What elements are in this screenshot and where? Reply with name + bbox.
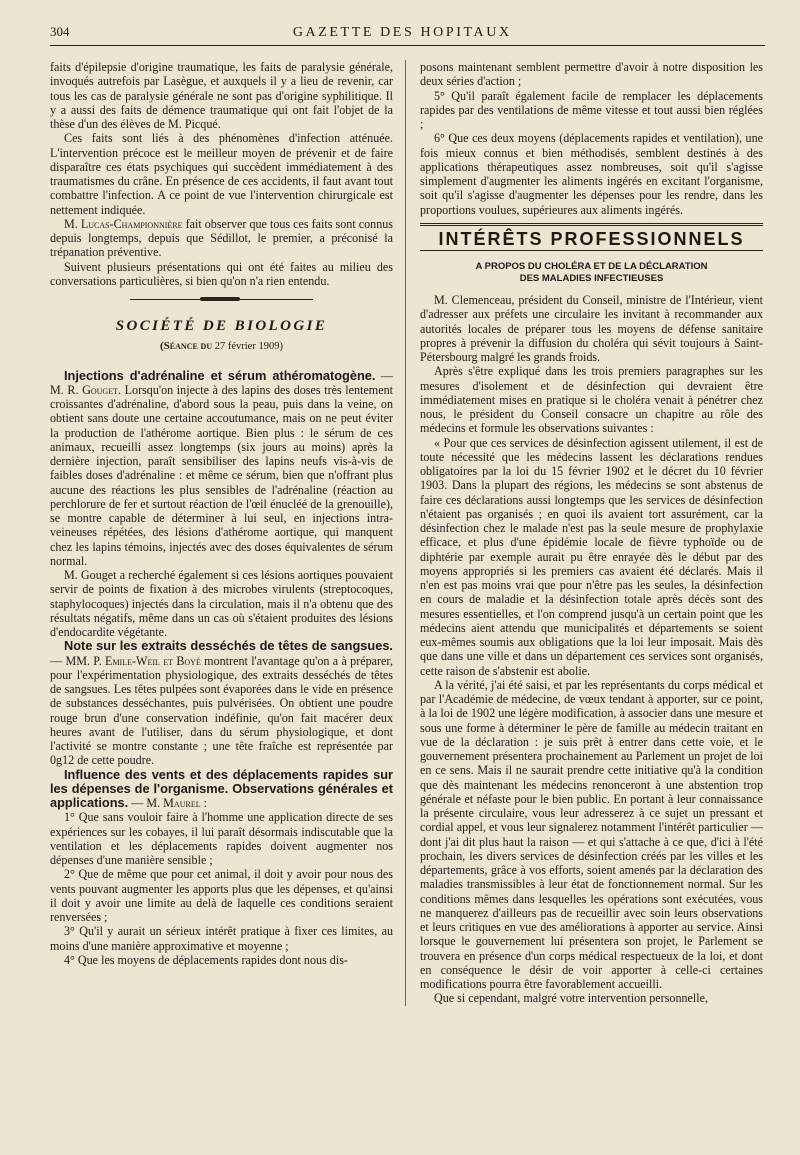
paragraph: Ces faits sont liés à des phénomènes d'infection atténuée. L'intervention précoce est le meilleur moyen de prévenir et de faire disparaître ces états psychiques qui succèdent immédiatement à des traumatismes du crâne. En présence de ces accidents, il faut avant tout combattre l'infection. A ce point de vue l'intervention chirurgicale est nettement indiquée.: [50, 131, 393, 217]
section-divider-ornament: [50, 295, 393, 305]
article-headline: Note sur les extraits desséchés de têtes de sangsues.: [64, 638, 393, 654]
paragraph: Que si cependant, malgré votre intervention personnelle,: [434, 991, 709, 1006]
list-item: 1° Que sans vouloir faire à l'homme une application directe de ses expériences sur les cobayes, il lui paraît désormais indiscutable que la ventilation et les déplacements rapides doivent augmenter nos dépenses d'une manière sensible ;: [50, 810, 393, 867]
list-item: 3° Qu'il y aurait un sérieux intérêt pratique à fixer ces limites, au moins d'une manière approximative et moyenne ;: [50, 924, 393, 953]
session-date: (Séance du 27 février 1909): [160, 340, 283, 353]
paragraph: M. Clemenceau, président du Conseil, ministre de l'Intérieur, vient d'adresser aux préfets une circulaire les invitant à recommander aux autorités locales de préparer tous les moyens de défense sanitaire propres à prévenir la diffusion du choléra qui sévit toujours à Saint-Pétersbourg malgré les grands froids.: [420, 293, 763, 364]
page-number: 304: [50, 24, 70, 39]
text-columns: [50, 60, 765, 1006]
newspaper-page: [50, 24, 765, 1006]
author-name: M. Maurel: [146, 796, 201, 810]
left-column: [50, 60, 406, 1006]
article-sangsues: Note sur les extraits desséchés de têtes de sangsues. — MM. P. Emile-Weil et Boyé montrent l'avantage qu'on a à préparer, pour l'expérimentation physiologique, des extraits desséchés de têtes de sangsues. Les têtes pulpées sont évaporées dans le vide en présence de substances desséchantes, puis pulvérisées. On obtient une poudre rouge brun d'une conservation indéfinie, qu'on fait macérer deux heures avant de l'utiliser, dans du sérum physiologique, et dont l'activité se montre constante ; une tête fraîche est représentée par 0g12 de cette poudre.: [50, 638, 393, 768]
author-name: MM. P. Emile-Weil et Boyé: [65, 653, 201, 668]
article-vents: Influence des vents et des déplacements rapides sur les dépenses de l'organisme. Observations générales et applications. — M. Maurel :: [50, 766, 393, 810]
page-header: [50, 24, 765, 46]
list-item: 2° Que de même que pour cet animal, il doit y avoir pour nous des vents pouvant augmenter les apports plus que les dépenses, et qu'ainsi il doit y avoir une limite au delà de laquelle ces conditions seraient renversées ;: [50, 867, 393, 924]
paragraph-text: fait observer que tous ces faits sont connus depuis longtemps, depuis que Sédillot, le premier, a préconisé la trépanation préventive.: [50, 216, 394, 260]
list-item: 4° Que les moyens de déplacements rapides dont nous dis-: [64, 952, 348, 967]
journal-title: GAZETTE DES HOPITAUX: [292, 25, 512, 40]
section-rule: [420, 223, 763, 226]
article-subheading: A PROPOS DU CHOLÉRA ET DE LA DÉCLARATION DES MALADIES INFECTIEUSES: [475, 261, 708, 284]
quoted-circular: A la vérité, j'ai été saisi, et par les représentants du corps médical et par l'Académie de médecine, de vœux tendant à apporter, sur ce point, à la loi de 1902 une légère modification, à associer dans une mesure et sous une forme à déterminer le père de famille au médecin traitant en vue de la déclaration : je suis prêt à entrer dans cette voie, et le gouvernement présentera prochainement au Parlement un projet de loi en ce sens. Mais il ne saurait prendre cette initiative qu'à la condition que dès maintenant les médecins renonceront à une abstention trop générale et néfaste pour le bien public. En portant à leur connaissance la présente circulaire, vous leur adresserez à ce sujet un pressant et cordial appel, et vous leur signalerez notamment l'intérêt particulier — dont j'ai dit plus haut la raison — et qui s'attache à ce que, d'ici à l'été prochain, les divers services de désinfection créés par les villes et les départements, grâce à vos efforts, soient amenés par la déclaration des maladies transmissibles à leur état de fonctionnement normal. Sur les conditions mêmes dans lesquelles les opérations sont exécutées, vous ne manquerez d'ailleurs pas de recueillir avec soin leurs observations et leurs critiques en vue des améliorations à apporter au service. Ainsi lorsque le gouvernement lui présentera son projet, le Parlement se trouvera en présence d'un corps médical respectueux de la loi, et dont en conséquence le désir de voir apporter à celle-ci certaines modifications pourra être favorablement accueilli.: [420, 677, 763, 991]
right-column: [406, 60, 763, 1006]
paragraph: posons maintenant semblent permettre d'avoir à notre disposition les deux séries d'action ;: [420, 60, 763, 89]
list-item: 6° Que ces deux moyens (déplacements rapides et ventilation), une fois mieux connus et bien méthodisés, semblent destinés à des applications thérapeutiques assez nombreuses, soit qu'il s'agisse simplement d'augmenter les aliments ingérés en excitant l'organisme, soit qu'il s'agisse d'augmenter les dépenses pour les rendre, dans les proportions voulues, supérieures aux aliments ingérés.: [420, 131, 763, 217]
paragraph: Après s'être expliqué dans les trois premiers paragraphes sur les mesures d'isolement et de désinfection qui devraient être immédiatement mises en pratique si le choléra venait à pénétrer chez nous, le président du Conseil consacre un chapitre au rôle des médecins et formule les observations suivantes :: [420, 364, 763, 436]
paragraph: faits d'épilepsie d'origine traumatique, les faits de paralysie générale, invoqués autrefois par Lasègue, et auxquels il y a lieu de revenir, car tous les cas de paralysie générale ne sont pas d'origine syphilitique. Il y a aussi des faits de démence traumatique qui ont fait l'objet de la thèse d'un des élèves de M. Picqué.: [50, 60, 393, 131]
article-headline: Injections d'adrénaline et sérum athéromatogène.: [64, 367, 376, 383]
list-item: 5° Qu'il paraît également facile de remplacer les déplacements rapides par des ventilations de même vitesse et tout aussi bien réglées ;: [420, 88, 763, 131]
title-underline: [420, 250, 763, 251]
paragraph: Suivent plusieurs présentations qui ont été faites au milieu des conversations particulières, si bien qu'on n'a rien entendu.: [50, 259, 393, 288]
paragraph: M. Gouget a recherché également si ces lésions aortiques pouvaient servir de points de fixation à des microbes virulents (streptocoques, staphylocoques) injectés dans la circulation, mais il n'a obtenu que des résultats négatifs, même dans un cas où s'étaient produites des lésions d'endocardite végétante.: [50, 568, 393, 639]
article-adrenaline: Injections d'adrénaline et sérum athéromatogène. — M. R. Gouget. Lorsqu'on injecte à des lapins des doses très lentement croissantes d'adrénaline, d'abord sous la peau, puis dans la veine, on obtient sans doute une certaine accoutumance, mais on ne peut éviter la production de l'athérome aortique. Bien plus : le sérum de ces animaux, recueilli assez longtemps (six jours au moins) après la dernière injection, paraît sensibiliser des lapins neufs vis-à-vis de faibles doses d'adrénaline : et même ce sérum, bien que n'offrant plus aucune des réactions les plus sensibles de l'adrénaline (réaction au perchlorure de fer et surtout réaction de l'œil énucléé de la grenouille), se montre capable de déterminer à lui seul, en injections intra-veineuses répétées, des lésions d'athérome aortique, qui manquent chez les lapins témoins, injectés avec des doses équivalentes de sérum normal.: [50, 367, 394, 568]
section-title-interets-professionnels: INTÉRÊTS PROFESSIONNELS: [438, 228, 745, 249]
section-title-societe-biologie: SOCIÉTÉ DE BIOLOGIE: [115, 318, 328, 334]
paragraph: [50, 217, 393, 260]
speaker-name: M. Lucas-Championnière: [64, 216, 183, 231]
author-name: M. R. Gouget.: [50, 382, 121, 397]
article-headline: Influence des vents et des déplacements rapides sur les dépenses de l'organisme. Observations générales et applications.: [50, 766, 393, 810]
quoted-circular: « Pour que ces services de désinfection agissent utilement, il est de toute nécessité que les médecins lassent les déclarations rendues obligatoires par la loi du 15 février 1902 et le décret du 10 février 1903. Dans la plupart des régions, les médecins se sont abstenus de faire ces déclarations aussi longtemps que les services de désinfection n'étaient pas organisés ; en quoi ils avaient tort assurément, car la désinfection chez le malade n'est pas la seule mesure de prophylaxie efficace, et plus d'une épidémie locale de fièvre typhoïde ou de diphtérie par exemple aurait pu être enrayée dès le début par des moyens appropriés si les premiers cas avaient été déclarés. Mais il n'en est pas moins vrai que pour n'être pas les seules, la désinfection en cours de maladie et la désinfection totale après décès sont des mesures essentielles, et l'on comprend jusqu'à un certain point que les médecins aient attendu que municipalités et départements se soient eux-mêmes soumis aux obligations que la loi leur imposait. Mais dès que dans une ville et dans un département ces services sont organisés, cette raison de s'abstenir est abolie.: [420, 435, 763, 678]
